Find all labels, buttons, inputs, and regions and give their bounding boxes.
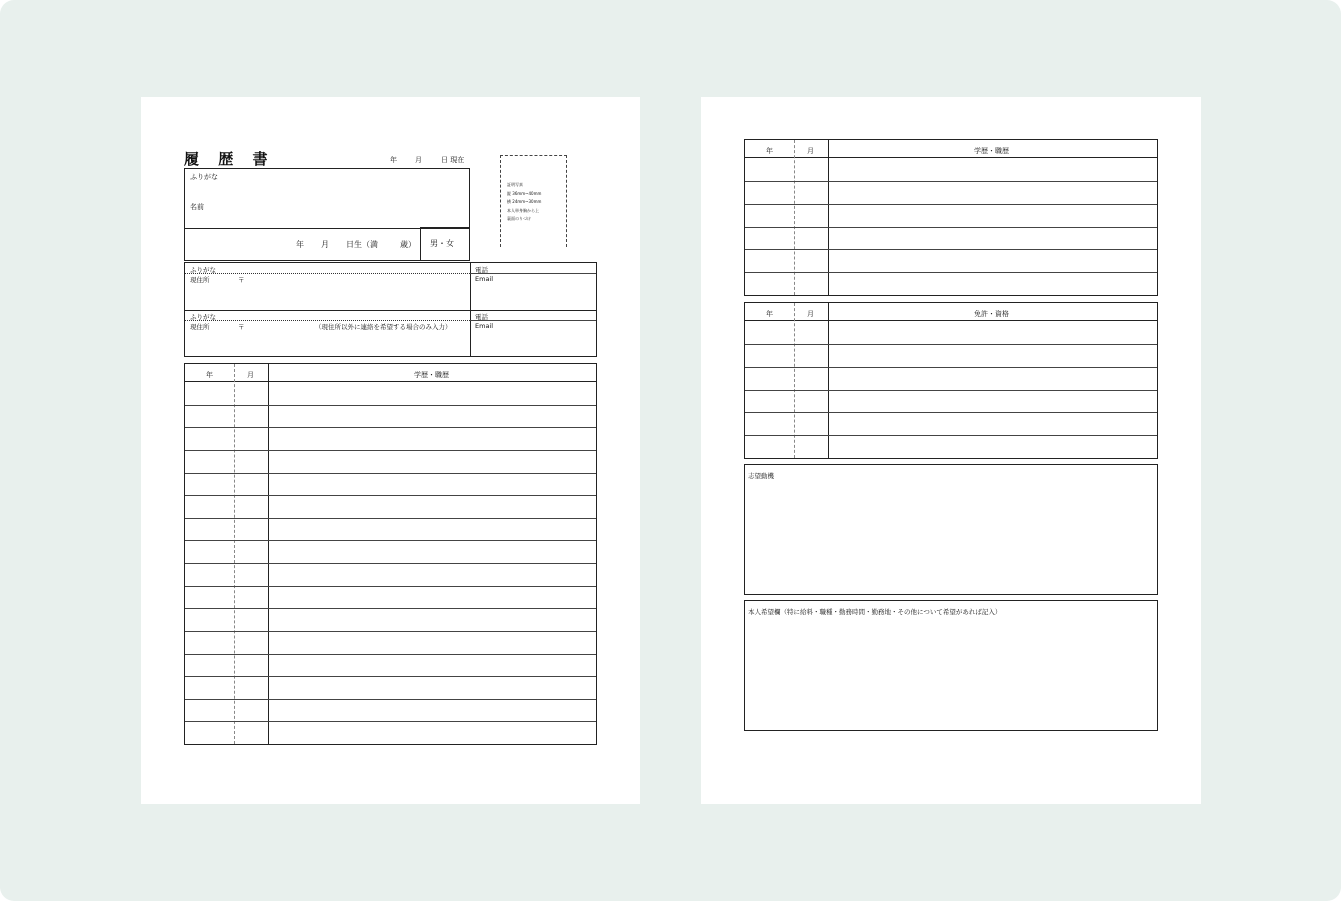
address-box xyxy=(184,262,597,357)
history-row-divider xyxy=(185,473,596,474)
history-row-divider xyxy=(185,631,596,632)
history2-col-month: 月 xyxy=(807,147,814,155)
date-day-label: 日 現在 xyxy=(441,156,465,164)
address1-phone-divider xyxy=(470,273,596,274)
history-row-divider xyxy=(185,721,596,722)
resume-page-2 xyxy=(701,97,1201,804)
licenses-col-content: 免許・資格 xyxy=(974,310,1009,318)
licenses-row-divider xyxy=(745,435,1157,436)
address2-email-label: Email xyxy=(475,322,494,330)
address2-note: （現住所以外に連絡を希望する場合のみ入力） xyxy=(315,323,452,331)
history2-col-year: 年 xyxy=(766,147,773,155)
history-row-divider xyxy=(185,654,596,655)
history2-col-content: 学歴・職歴 xyxy=(974,147,1009,155)
photo-line-2: 縦 36mm~40mm xyxy=(507,190,542,196)
birth-day-age-label: 日生（満 xyxy=(346,240,378,249)
address1-furigana-dotline xyxy=(185,273,470,274)
history-row-divider xyxy=(185,676,596,677)
birth-year-label: 年 xyxy=(296,240,304,249)
address2-phone-divider xyxy=(470,320,596,321)
address1-label: 現住所 xyxy=(190,276,210,284)
address1-phone-label: 電話 xyxy=(475,266,488,274)
history-row-divider xyxy=(185,540,596,541)
date-year-label: 年 xyxy=(390,156,397,164)
name-furigana-label: ふりがな xyxy=(190,173,218,181)
address2-postal-mark: 〒 xyxy=(238,323,245,331)
history-row-divider xyxy=(185,518,596,519)
history-col-year: 年 xyxy=(206,371,213,379)
photo-placeholder xyxy=(500,155,567,247)
history-row-divider xyxy=(185,450,596,451)
licenses-row-divider xyxy=(745,344,1157,345)
history2-row-divider xyxy=(745,181,1157,182)
motivation-label: 志望動機 xyxy=(748,472,774,480)
history-table xyxy=(184,363,597,745)
address1-furigana-label: ふりがな xyxy=(190,266,216,274)
licenses-col-year: 年 xyxy=(766,310,773,318)
photo-line-4: 本人単身胸から上 xyxy=(507,207,539,213)
address1-email-label: Email xyxy=(475,275,494,283)
requests-box xyxy=(744,600,1158,731)
gender-label: 男・女 xyxy=(430,239,454,248)
address2-furigana-label: ふりがな xyxy=(190,313,216,321)
photo-line-3: 横 24mm~30mm xyxy=(507,199,542,204)
history2-row-divider xyxy=(745,249,1157,250)
history-row-divider xyxy=(185,699,596,700)
licenses-row-divider xyxy=(745,367,1157,368)
history2-row-divider xyxy=(745,204,1157,205)
address-middle-divider xyxy=(185,310,596,311)
licenses-table-header xyxy=(745,303,1157,321)
history-year-divider xyxy=(234,364,235,744)
address2-furigana-dotline xyxy=(185,320,470,321)
history-table-header xyxy=(185,364,596,382)
birth-age-suffix-label: 歳） xyxy=(400,240,416,249)
birth-month-label: 月 xyxy=(321,240,329,249)
address2-phone-label: 電話 xyxy=(475,313,488,321)
history2-row-divider xyxy=(745,272,1157,273)
history-row-divider xyxy=(185,495,596,496)
name-label: 名前 xyxy=(190,203,204,211)
licenses-table xyxy=(744,302,1158,459)
photo-line-5: 裏面のりづけ xyxy=(507,216,531,221)
history-row-divider xyxy=(185,586,596,587)
history-row-divider xyxy=(185,427,596,428)
gender-box xyxy=(420,227,470,261)
licenses-row-divider xyxy=(745,412,1157,413)
history2-table-header xyxy=(745,140,1157,158)
motivation-box xyxy=(744,464,1158,595)
date-month-label: 月 xyxy=(415,156,422,164)
resume-page-1 xyxy=(141,97,640,804)
licenses-row-divider xyxy=(745,390,1157,391)
photo-line-1: 証明写真 xyxy=(507,182,523,187)
history-month-divider xyxy=(268,364,269,744)
requests-label: 本人希望欄（特に給料・職種・勤務時間・勤務地・その他について希望があれば記入） xyxy=(748,608,1002,616)
history-col-month: 月 xyxy=(247,371,254,379)
history-row-divider xyxy=(185,405,596,406)
licenses-col-month: 月 xyxy=(807,310,814,318)
history-col-content: 学歴・職歴 xyxy=(414,371,449,379)
address2-label: 現住所 xyxy=(190,323,210,331)
history-row-divider xyxy=(185,563,596,564)
history-table-continued xyxy=(744,139,1158,296)
history-row-divider xyxy=(185,608,596,609)
history2-row-divider xyxy=(745,227,1157,228)
address1-postal-mark: 〒 xyxy=(238,276,245,284)
resume-title: 履 歴 書 xyxy=(184,150,275,168)
